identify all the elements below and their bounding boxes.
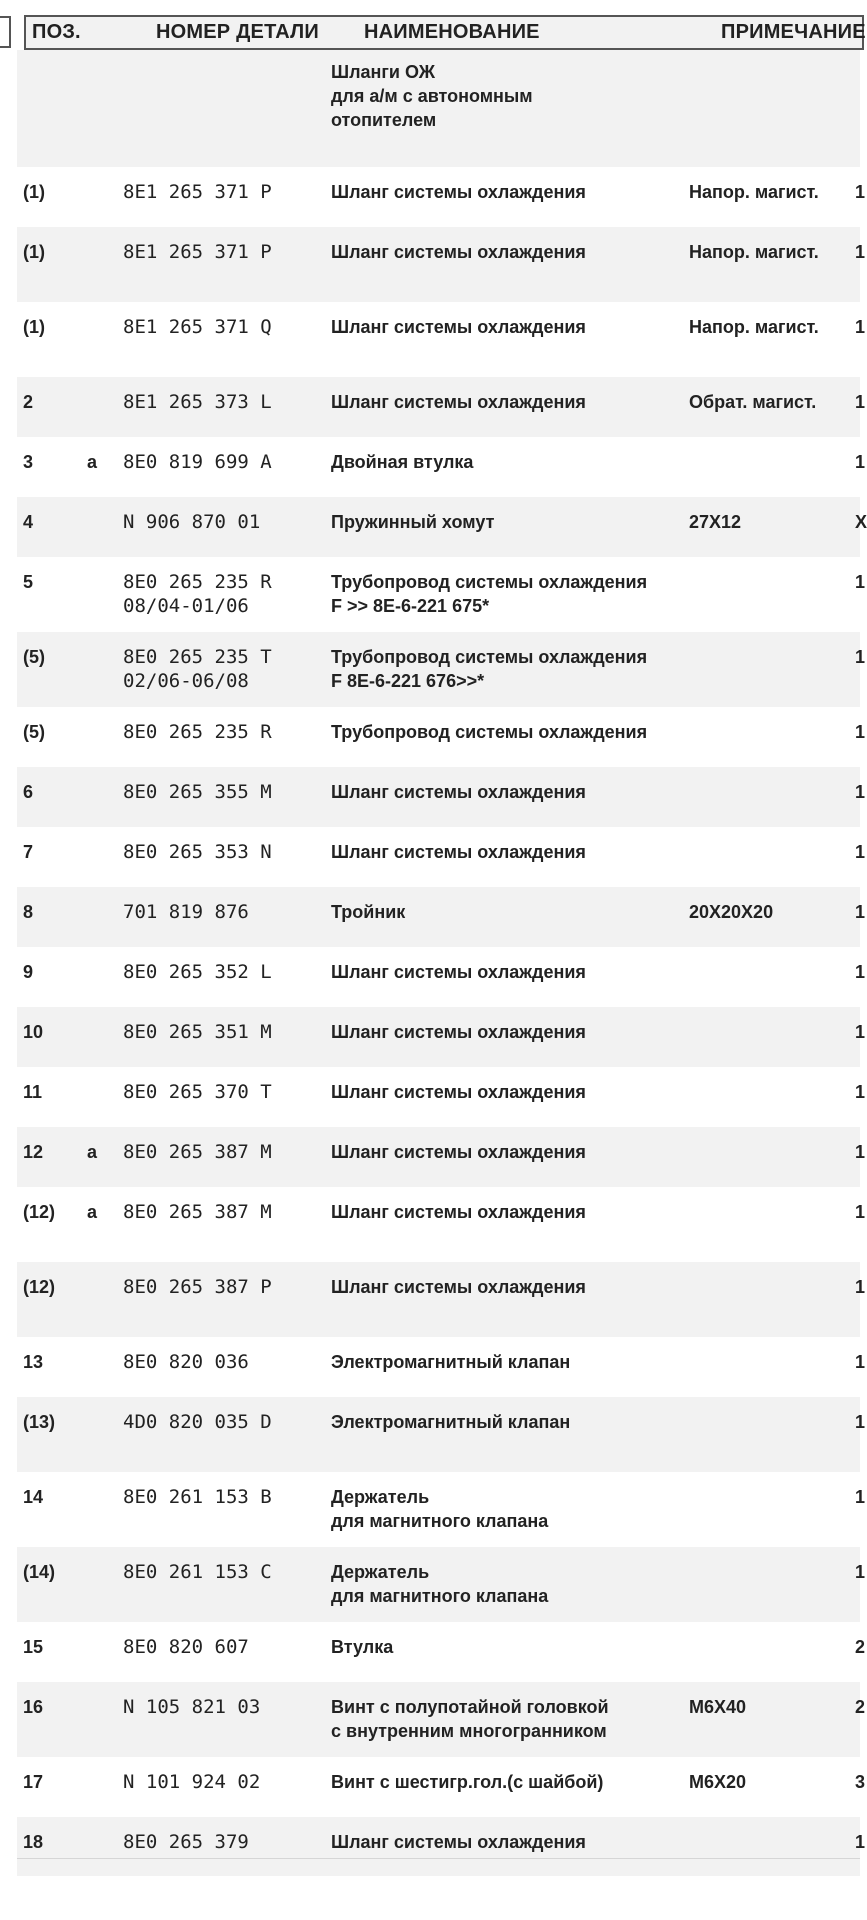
cell-name: Шланг системы охлаждения xyxy=(331,1202,586,1222)
cell-name-extra: для магнитного клапана xyxy=(331,1511,549,1531)
cell-mark: a xyxy=(87,452,98,472)
table-row[interactable] xyxy=(17,227,866,302)
cell-pos: 3 xyxy=(23,452,34,472)
cell-name: Держатель xyxy=(331,1487,430,1507)
table-row[interactable] xyxy=(17,947,866,1007)
table-row[interactable] xyxy=(17,632,866,707)
cell-pos: (1) xyxy=(23,317,45,337)
table-header xyxy=(24,15,864,50)
cell-name: Электромагнитный клапан xyxy=(331,1352,571,1372)
cell-mark: a xyxy=(87,1142,98,1162)
cell-name: Пружинный хомут xyxy=(331,512,495,532)
table-row[interactable] xyxy=(17,377,866,437)
cell-name: Шланг системы охлаждения xyxy=(331,317,586,337)
cell-part: 8E0 265 353 N xyxy=(123,841,272,863)
table-row[interactable] xyxy=(17,1682,866,1757)
cell-note: M6X40 xyxy=(689,1697,747,1717)
table-row[interactable] xyxy=(17,557,866,632)
table-row[interactable] xyxy=(17,1127,866,1187)
cell-pos: (13) xyxy=(23,1412,56,1432)
cell-pos: (1) xyxy=(23,182,45,202)
cell-part: 8E1 265 371 Q xyxy=(123,316,272,338)
cell-pos: 4 xyxy=(23,512,34,532)
cell-pos: 14 xyxy=(23,1487,44,1507)
table-row[interactable] xyxy=(17,167,866,227)
cell-note: Обрат. магист. xyxy=(689,392,817,412)
cell-qty: 1 xyxy=(855,962,866,982)
cell-part: 8E0 265 387 P xyxy=(123,1276,272,1298)
table-row[interactable] xyxy=(17,497,867,557)
cell-qty: 1 xyxy=(855,572,866,592)
cell-qty: 1 xyxy=(855,1487,866,1507)
cell-name: Шланг системы охлаждения xyxy=(331,242,586,262)
cell-part-extra: 08/04-01/06 xyxy=(123,595,249,617)
cell-pos: 8 xyxy=(23,902,34,922)
cell-part: 8E0 261 153 C xyxy=(123,1561,272,1583)
group-title-line1: Шланги ОЖ xyxy=(331,62,436,82)
cell-part: 4D0 820 035 D xyxy=(123,1411,272,1433)
cell-qty: 1 xyxy=(855,1832,866,1852)
header-part-number: НОМЕР ДЕТАЛИ xyxy=(156,21,319,43)
table-row[interactable] xyxy=(17,1262,866,1337)
table-row[interactable] xyxy=(17,1622,866,1682)
cell-name: Держатель xyxy=(331,1562,430,1582)
table-row[interactable] xyxy=(17,302,866,377)
cell-mark: a xyxy=(87,1202,98,1222)
cell-pos: (5) xyxy=(23,647,45,667)
table-row[interactable] xyxy=(17,767,866,827)
cell-name: Шланг системы охлаждения xyxy=(331,1832,586,1852)
cell-part: 8E0 265 355 M xyxy=(123,781,272,803)
cell-qty: 1 xyxy=(855,1202,866,1222)
table-row[interactable] xyxy=(17,1337,866,1397)
cell-qty: 2 xyxy=(855,1637,866,1657)
cell-part: 8E0 265 235 R xyxy=(123,571,272,593)
cell-pos: 12 xyxy=(23,1142,44,1162)
cell-name-extra: F 8E-6-221 676>>* xyxy=(331,671,485,691)
cell-part: 8E1 265 373 L xyxy=(123,391,272,413)
cell-name: Тройник xyxy=(331,902,406,922)
cell-name: Трубопровод системы охлаждения xyxy=(331,722,648,742)
cell-note: Напор. магист. xyxy=(689,182,819,202)
cell-part: 8E0 265 370 T xyxy=(123,1081,272,1103)
table-row[interactable] xyxy=(17,1067,866,1127)
cell-part-extra: 02/06-06/08 xyxy=(123,670,249,692)
cell-pos: 11 xyxy=(23,1082,43,1102)
table-row[interactable] xyxy=(17,1757,866,1817)
header-name: НАИМЕНОВАНИЕ xyxy=(364,21,540,43)
cell-name: Шланг системы охлаждения xyxy=(331,782,586,802)
cell-qty: 1 xyxy=(855,1277,866,1297)
group-title-line2: для а/м с автономным xyxy=(331,86,533,106)
cell-pos: (12) xyxy=(23,1277,56,1297)
cell-part: 8E0 265 387 M xyxy=(123,1201,272,1223)
cell-part: 8E0 265 235 T xyxy=(123,646,272,668)
cell-pos: 5 xyxy=(23,572,34,592)
cell-pos: 13 xyxy=(23,1352,44,1372)
cell-pos: (5) xyxy=(23,722,45,742)
table-row[interactable] xyxy=(17,1817,866,1876)
cell-name: Шланг системы охлаждения xyxy=(331,182,586,202)
left-panel-edge xyxy=(0,16,11,48)
cell-qty: 1 xyxy=(855,452,866,472)
cell-part: 8E0 265 352 L xyxy=(123,961,272,983)
cell-name: Шланг системы охлаждения xyxy=(331,1082,586,1102)
cell-note: 20X20X20 xyxy=(689,902,774,922)
cell-part: N 105 821 03 xyxy=(123,1696,261,1718)
table-row[interactable] xyxy=(17,437,866,497)
cell-name: Трубопровод системы охлаждения xyxy=(331,572,648,592)
cell-note: 27X12 xyxy=(689,512,742,532)
cell-note: Напор. магист. xyxy=(689,317,819,337)
group-header-row xyxy=(17,50,860,167)
cell-qty: 1 xyxy=(855,182,866,202)
cell-qty: 1 xyxy=(855,842,866,862)
cell-name: Трубопровод системы охлаждения xyxy=(331,647,648,667)
cell-name: Шланг системы охлаждения xyxy=(331,392,586,412)
table-row[interactable] xyxy=(17,1007,866,1067)
cell-part: 8E0 820 607 xyxy=(123,1636,249,1658)
cell-name: Двойная втулка xyxy=(331,452,474,472)
cell-qty: 1 xyxy=(855,1562,866,1582)
cell-part: 8E0 265 235 R xyxy=(123,721,272,743)
cell-name-extra: с внутренним многогранником xyxy=(331,1721,607,1741)
cell-name-extra: для магнитного клапана xyxy=(331,1586,549,1606)
cell-name: Шланг системы охлаждения xyxy=(331,1277,586,1297)
cell-part: 8E0 261 153 B xyxy=(123,1486,272,1508)
cell-qty: 1 xyxy=(855,782,866,802)
cell-pos: 2 xyxy=(23,392,34,412)
cell-part: 8E0 265 387 M xyxy=(123,1141,272,1163)
cell-part: 8E1 265 371 P xyxy=(123,181,272,203)
cell-pos: 9 xyxy=(23,962,34,982)
cell-part: 8E0 819 699 A xyxy=(123,451,272,473)
cell-qty: 1 xyxy=(855,242,866,262)
cell-name: Шланг системы охлаждения xyxy=(331,962,586,982)
cell-part: 8E0 265 379 xyxy=(123,1831,249,1853)
cell-pos: 16 xyxy=(23,1697,44,1717)
cell-qty: 1 xyxy=(855,1412,866,1432)
cell-pos: (1) xyxy=(23,242,45,262)
cell-pos: 18 xyxy=(23,1832,44,1852)
cell-part: N 906 870 01 xyxy=(123,511,261,533)
cell-pos: 15 xyxy=(23,1637,44,1657)
cell-part: 8E0 820 036 xyxy=(123,1351,249,1373)
cell-name: Винт с шестигр.гол.(с шайбой) xyxy=(331,1772,604,1792)
cell-qty: 1 xyxy=(855,392,866,412)
cell-qty: 1 xyxy=(855,902,866,922)
cell-qty: 1 xyxy=(855,317,866,337)
cell-note: Напор. магист. xyxy=(689,242,819,262)
cell-pos: 17 xyxy=(23,1772,44,1792)
table-row[interactable] xyxy=(17,707,866,767)
cell-part: N 101 924 02 xyxy=(123,1771,261,1793)
cell-qty: 1 xyxy=(855,1352,866,1372)
cell-name: Шланг системы охлаждения xyxy=(331,842,586,862)
cell-qty: X xyxy=(855,512,867,532)
cell-name: Винт с полупотайной головкой xyxy=(331,1697,609,1717)
cell-qty: 1 xyxy=(855,647,866,667)
cell-name: Шланг системы охлаждения xyxy=(331,1142,586,1162)
group-title-line3: отопителем xyxy=(331,110,437,130)
cell-pos: 10 xyxy=(23,1022,44,1042)
cell-qty: 3 xyxy=(855,1772,866,1792)
table-row[interactable] xyxy=(17,1472,866,1547)
cell-name: Втулка xyxy=(331,1637,394,1657)
cell-qty: 1 xyxy=(855,722,866,742)
cell-name-extra: F >> 8E-6-221 675* xyxy=(331,596,490,616)
header-note: ПРИМЕЧАНИЕ xyxy=(721,21,866,43)
cell-qty: 1 xyxy=(855,1022,866,1042)
table-row[interactable] xyxy=(17,1547,866,1622)
table-row[interactable] xyxy=(17,1397,866,1472)
table-row[interactable] xyxy=(17,887,866,947)
cell-name: Электромагнитный клапан xyxy=(331,1412,571,1432)
cell-pos: (12) xyxy=(23,1202,56,1222)
table-row[interactable] xyxy=(17,827,866,887)
cell-qty: 2 xyxy=(855,1697,866,1717)
header-pos: ПОЗ. xyxy=(32,21,81,43)
cell-pos: (14) xyxy=(23,1562,56,1582)
cell-pos: 6 xyxy=(23,782,34,802)
cell-qty: 1 xyxy=(855,1082,866,1102)
cell-part: 701 819 876 xyxy=(123,901,249,923)
cell-name: Шланг системы охлаждения xyxy=(331,1022,586,1042)
table-row[interactable] xyxy=(17,1187,866,1262)
cell-note: M6X20 xyxy=(689,1772,747,1792)
cell-part: 8E0 265 351 M xyxy=(123,1021,272,1043)
table-end-line xyxy=(17,1858,860,1859)
cell-qty: 1 xyxy=(855,1142,866,1162)
cell-part: 8E1 265 371 P xyxy=(123,241,272,263)
cell-pos: 7 xyxy=(23,842,34,862)
